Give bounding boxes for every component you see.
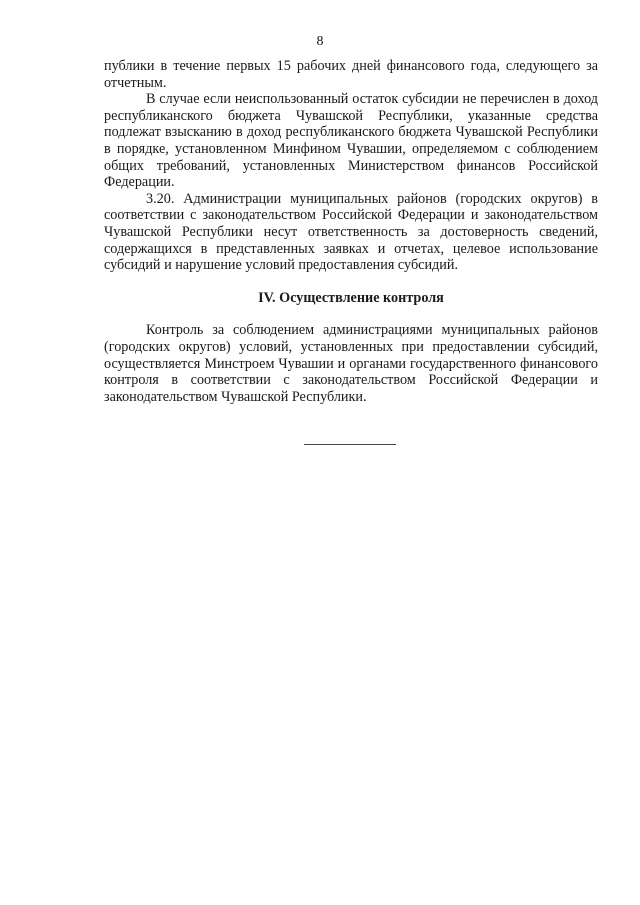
paragraph-unused-balance: В случае если неиспользованный остаток субсидии не перечислен в доход республиканского бюджета Чувашской Республики, указанные средства подлежат взысканию в доход республиканского бюджета Чувашской Республики в порядке, установленном Минфином Чувашии, определяемом с соблюдением общих требований, установленных Министерством финансов Российской Федерации.: [104, 91, 598, 191]
page-number: 8: [316, 34, 324, 49]
end-of-document-rule: [304, 444, 396, 445]
paragraph-continuation: публики в течение первых 15 рабочих дней финансового года, следующего за отчетным.: [104, 58, 598, 91]
section-heading: IV. Осуществление контроля: [258, 289, 444, 306]
document-body: [104, 58, 598, 405]
paragraph-control: Контроль за соблюдением администрациями муниципальных районов (городских округов) условий, установленных при предоставлении субсидий, осуществляется Минстроем Чувашии и органами государственного финансового контроля в соответствии с законодательством Российской Федерации и законодательством Чувашской Республики.: [104, 322, 598, 405]
paragraph-3-20: 3.20. Администрации муниципальных районов (городских округов) в соответствии с законодательством Российской Федерации и законодательством Чувашской Республики несут ответственность за достоверность сведений, содержащихся в представленных заявках и отчетах, целевое использование субсидий и нарушение условий предоставления субсидий.: [104, 190, 598, 274]
